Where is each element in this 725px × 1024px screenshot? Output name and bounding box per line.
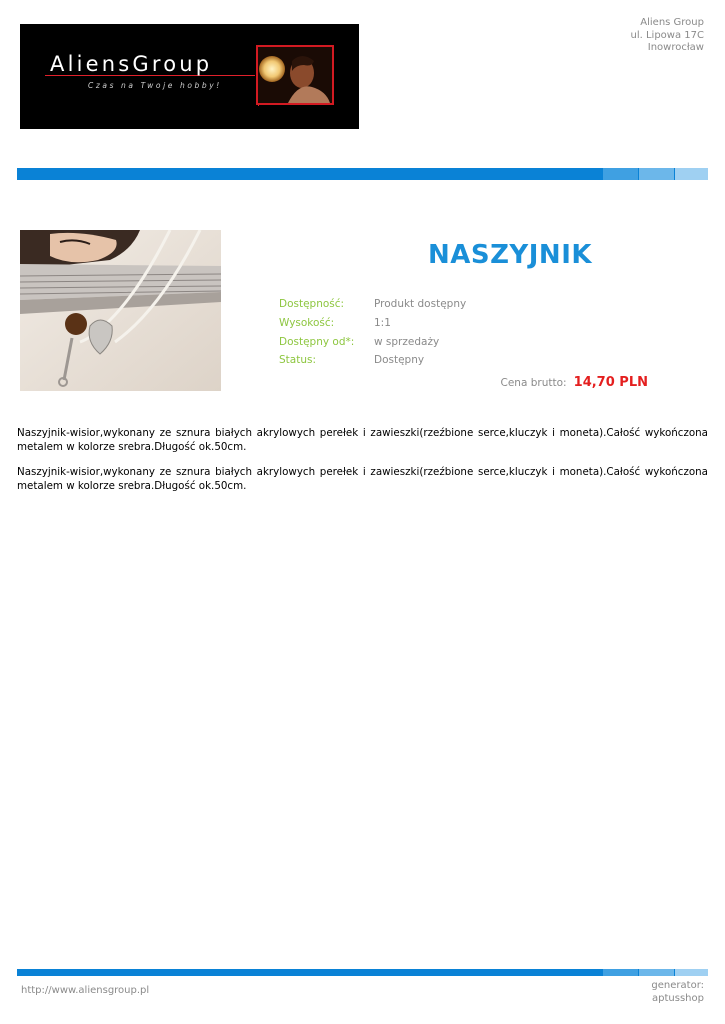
- attr-height-value: 1:1: [374, 317, 391, 329]
- price-label: Cena brutto:: [500, 377, 567, 389]
- product-image: [20, 230, 221, 391]
- header-divider-bar: [17, 168, 708, 180]
- attr-status-value: Dostępny: [374, 354, 425, 366]
- product-description: Naszyjnik-wisior,wykonany ze sznura białych akrylowych perełek i zawieszki(rzeźbione serce,kluczyk i moneta).Całość wykończona metalem w kolorze srebra.Długość ok.50cm.: [17, 427, 708, 453]
- company-address: [631, 17, 704, 55]
- attr-availability-value: Produkt dostępny: [374, 298, 467, 310]
- footer-website-link[interactable]: http://www.aliensgroup.pl: [21, 985, 150, 996]
- attr-height-label: Wysokość:: [279, 317, 335, 329]
- address-company: Aliens Group: [640, 17, 704, 28]
- generator-label: generator:: [651, 980, 704, 991]
- brand-logo: [20, 24, 359, 129]
- logo-photo: [256, 45, 334, 105]
- product-description-repeat: Naszyjnik-wisior,wykonany ze sznura białych akrylowych perełek i zawieszki(rzeźbione serce,kluczyk i moneta).Całość wykończona metalem w kolorze srebra.Długość ok.50cm.: [17, 466, 708, 492]
- logo-slogan: Czas na Twoje hobby!: [88, 81, 222, 90]
- attr-available-from-label: Dostępny od*:: [279, 336, 355, 348]
- attr-availability-label: Dostępność:: [279, 298, 345, 310]
- address-city: Inowrocław: [647, 42, 704, 53]
- address-street: ul. Lipowa 17C: [630, 29, 704, 41]
- price-value: 14,70 PLN: [573, 375, 648, 390]
- generator-name: aptusshop: [652, 992, 704, 1004]
- generator-credit: [651, 980, 704, 1005]
- product-title: NASZYJNIK: [427, 240, 593, 270]
- attr-status-label: Status:: [279, 354, 316, 366]
- logo-name: AliensGroup: [50, 52, 213, 76]
- price-block: [501, 371, 649, 390]
- footer-divider-bar: [17, 969, 708, 976]
- attr-available-from-value: w sprzedaży: [374, 336, 440, 348]
